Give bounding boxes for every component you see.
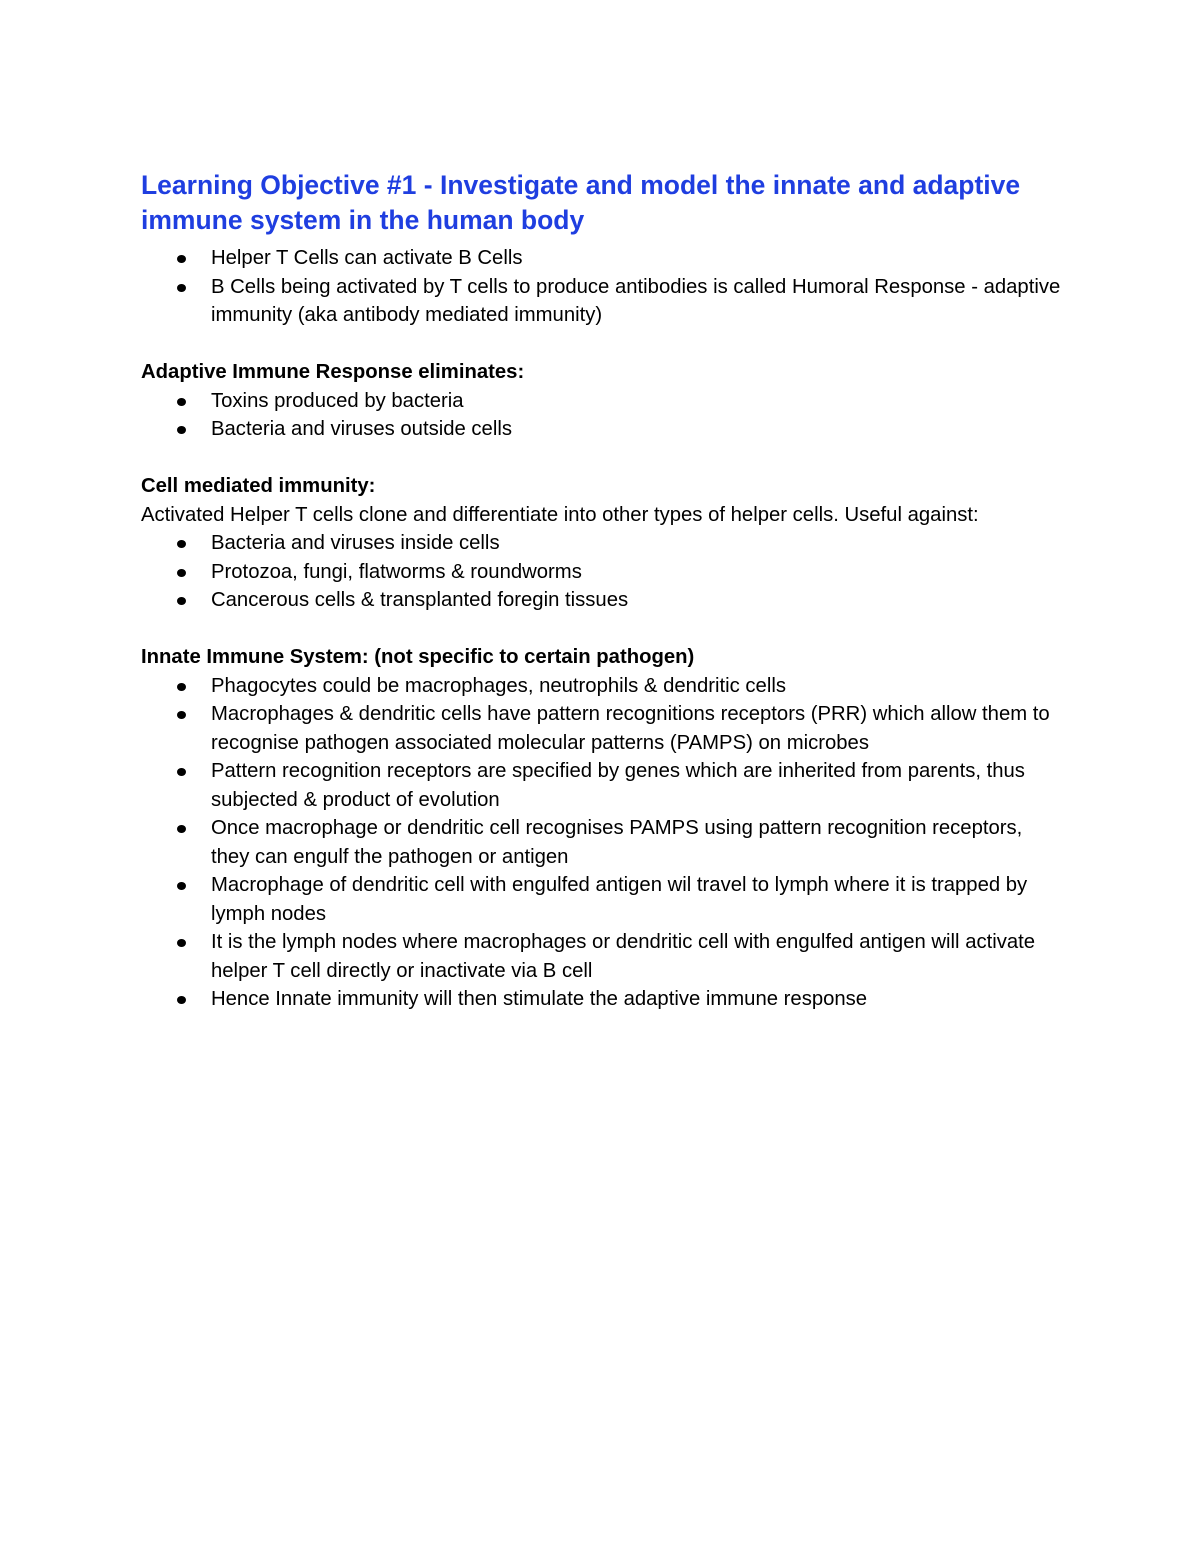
- list-item: [141, 387, 1061, 416]
- intro-list: [141, 244, 1061, 330]
- list-item: [141, 814, 1061, 871]
- innate-list: [141, 672, 1061, 1014]
- list-item: [141, 586, 1061, 615]
- list-item: [141, 700, 1061, 757]
- list-item-text: Macrophage of dendritic cell with engulfed antigen wil travel to lymph where it is trapped by lymph nodes: [211, 874, 1028, 925]
- bullet-icon: [177, 882, 186, 890]
- list-item: [141, 928, 1061, 985]
- list-item-text: Pattern recognition receptors are specified by genes which are inherited from parents, thus subjected & product of evolution: [211, 760, 1025, 811]
- innate-heading: Innate Immune System: (not specific to certain pathogen): [141, 646, 695, 668]
- document-page: [141, 168, 1061, 1014]
- bullet-icon: [177, 398, 186, 406]
- list-item: [141, 558, 1061, 587]
- adaptive-heading: Adaptive Immune Response eliminates:: [141, 361, 525, 383]
- bullet-icon: [177, 569, 186, 577]
- bullet-icon: [177, 284, 186, 292]
- list-item: [141, 273, 1061, 330]
- list-item-text: Protozoa, fungi, flatworms & roundworms: [211, 560, 582, 583]
- list-item-text: Cancerous cells & transplanted foregin tissues: [211, 589, 629, 611]
- list-item: [141, 529, 1061, 558]
- list-item-text: Phagocytes could be macrophages, neutrophils & dendritic cells: [211, 674, 786, 697]
- bullet-icon: [177, 939, 186, 947]
- list-item-text: Hence Innate immunity will then stimulate the adaptive immune response: [211, 988, 868, 1010]
- bullet-icon: [177, 711, 186, 719]
- list-item: [141, 871, 1061, 928]
- cell-mediated-heading: Cell mediated immunity:: [141, 475, 376, 497]
- list-item: [141, 672, 1061, 701]
- page-title: Learning Objective #1 - Investigate and model the innate and adaptive immune system in the human body: [141, 170, 1021, 235]
- bullet-icon: [177, 255, 186, 263]
- bullet-icon: [177, 597, 186, 605]
- list-item-text: It is the lymph nodes where macrophages or dendritic cell with engulfed antigen will activate helper T cell directly or inactivate via B cell: [211, 931, 1036, 982]
- bullet-icon: [177, 768, 186, 776]
- bullet-icon: [177, 825, 186, 833]
- list-item: [141, 757, 1061, 814]
- section-gap: [141, 330, 1061, 359]
- cell-mediated-paragraph: Activated Helper T cells clone and differentiate into other types of helper cells. Useful against:: [141, 503, 979, 526]
- cell-mediated-list: [141, 529, 1061, 615]
- list-item-text: Macrophages & dendritic cells have pattern recognitions receptors (PRR) which allow them to recognise pathogen associated molecular patterns (PAMPS) on microbes: [211, 703, 1050, 754]
- list-item: [141, 244, 1061, 273]
- adaptive-list: [141, 387, 1061, 444]
- bullet-icon: [177, 996, 186, 1004]
- list-item-text: Helper T Cells can activate B Cells: [211, 247, 523, 269]
- list-item-text: Bacteria and viruses inside cells: [211, 532, 500, 554]
- list-item-text: Once macrophage or dendritic cell recognises PAMPS using pattern recognition receptors, they can engulf the pathogen or antigen: [211, 817, 1023, 868]
- list-item: [141, 415, 1061, 444]
- list-item: [141, 985, 1061, 1014]
- bullet-icon: [177, 426, 186, 434]
- list-item-text: Toxins produced by bacteria: [211, 389, 464, 412]
- list-item-text: B Cells being activated by T cells to produce antibodies is called Humoral Response - adaptive immunity (aka antibody mediated immunity): [211, 275, 1061, 326]
- section-gap: [141, 615, 1061, 644]
- bullet-icon: [177, 540, 186, 548]
- bullet-icon: [177, 683, 186, 691]
- section-gap: [141, 444, 1061, 473]
- list-item-text: Bacteria and viruses outside cells: [211, 418, 512, 440]
